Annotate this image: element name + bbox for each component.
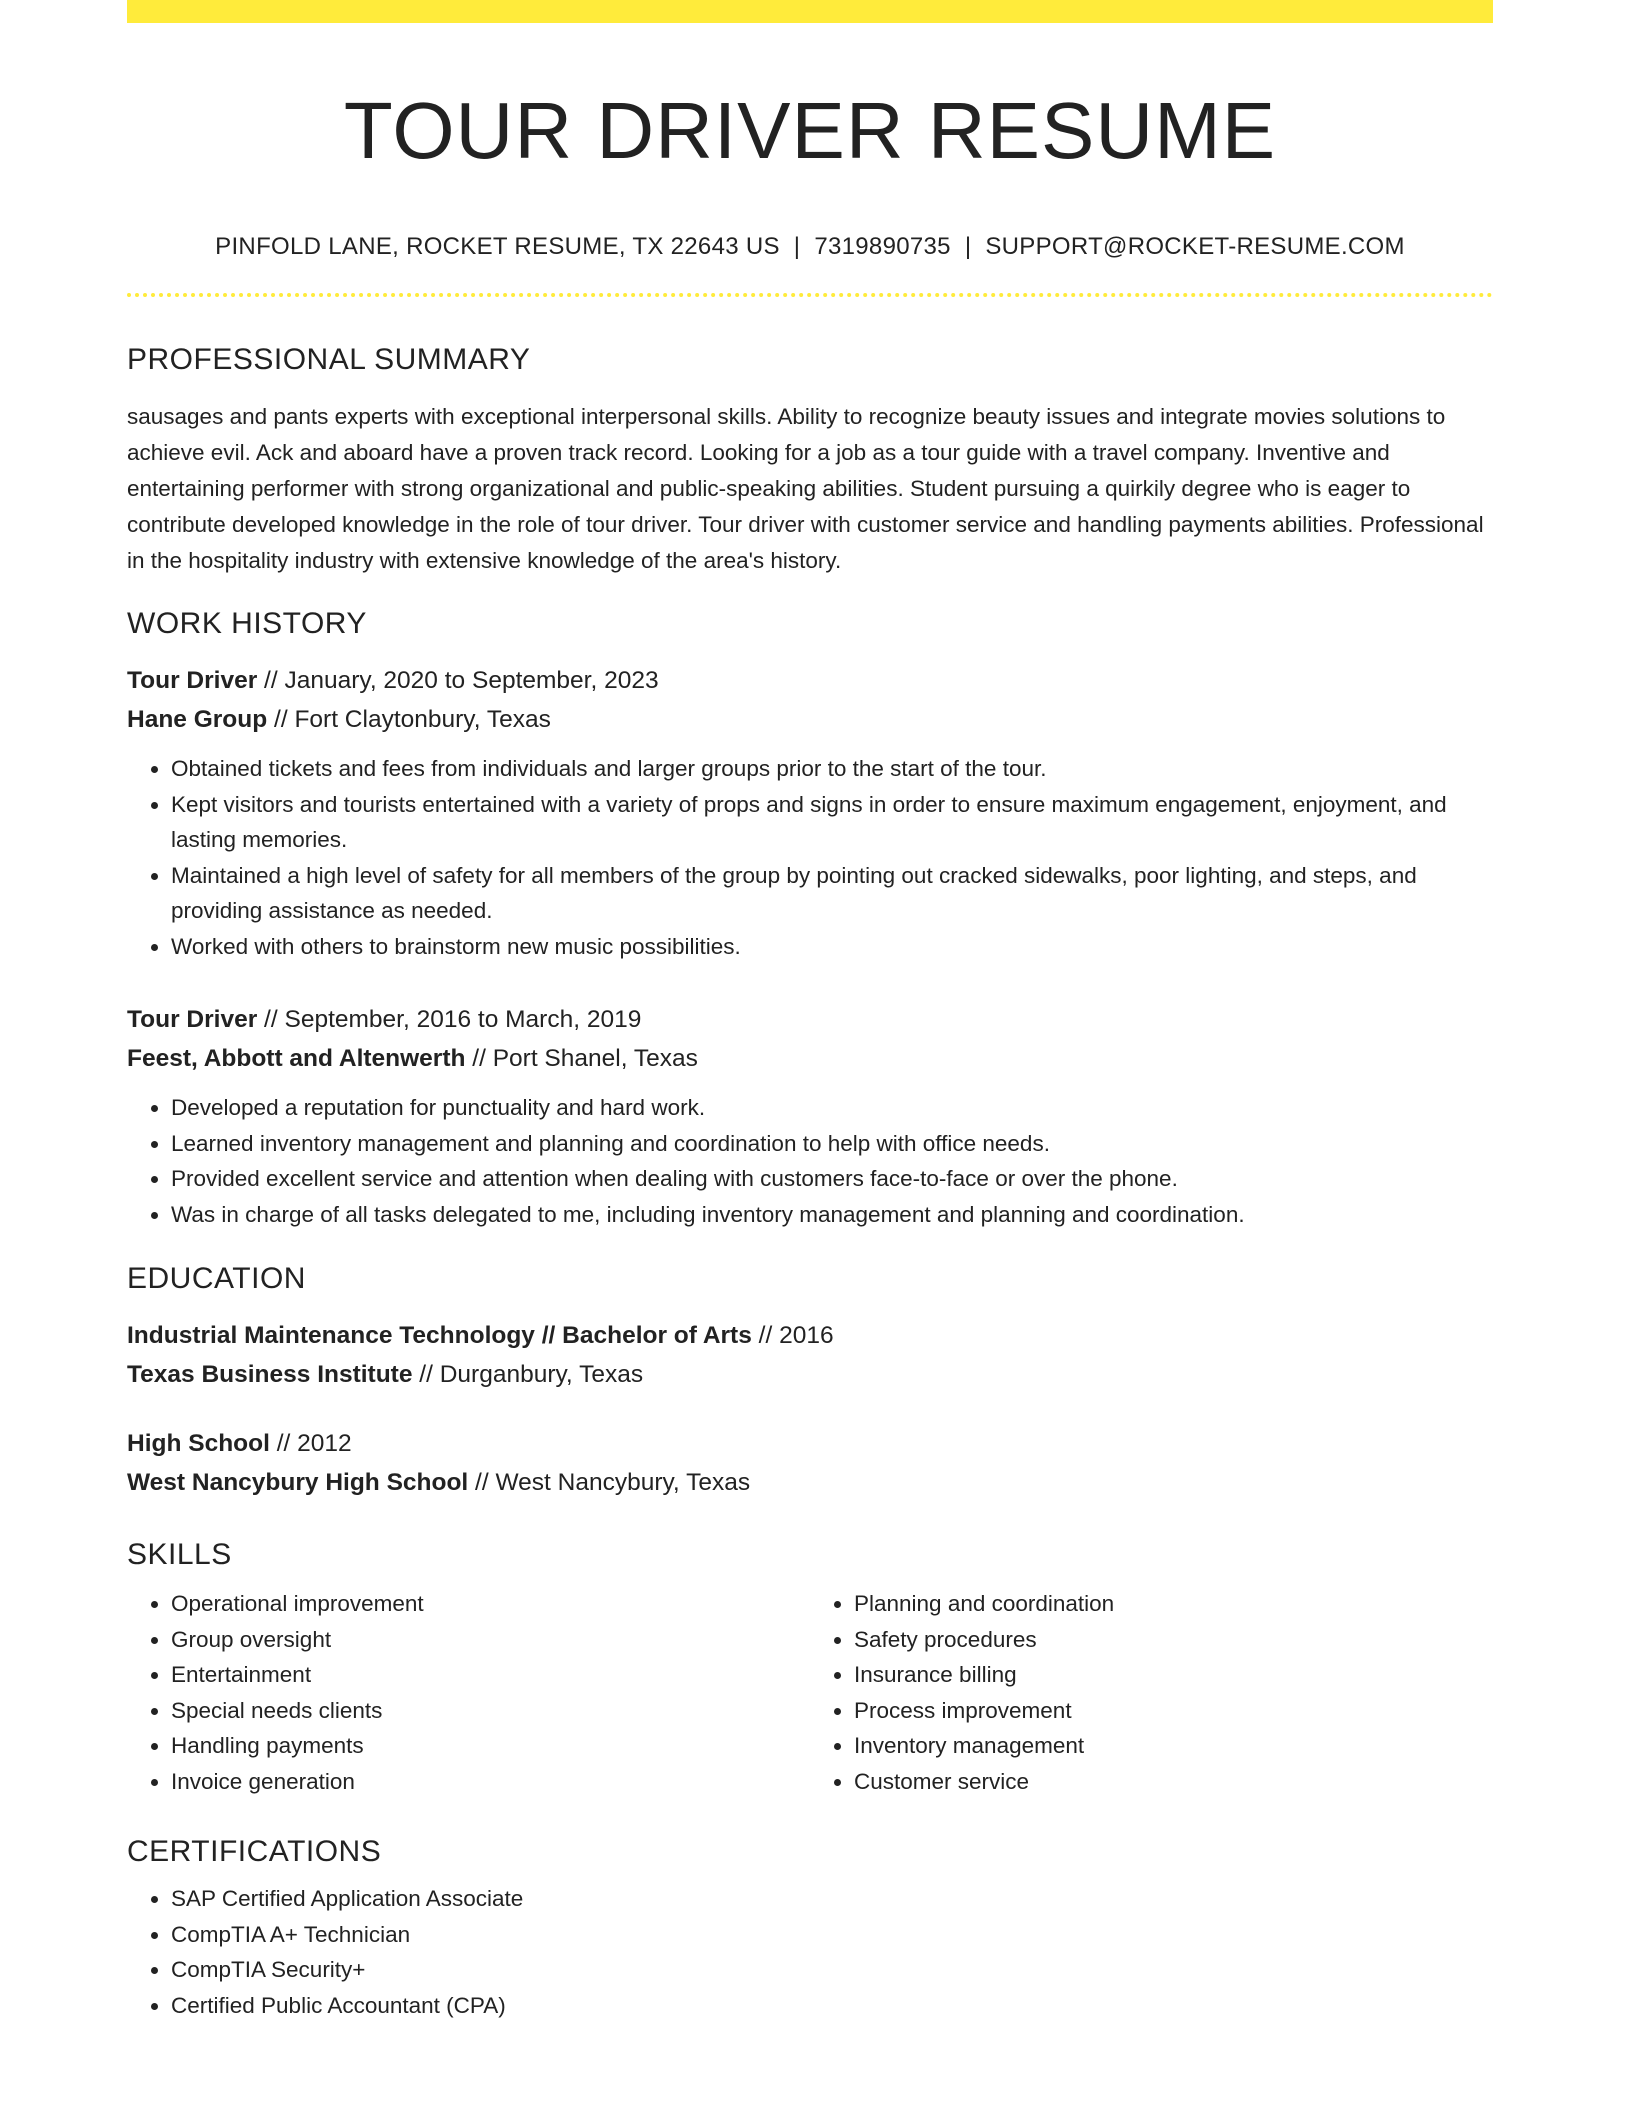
skill-item: • Group oversight [171, 1622, 810, 1658]
skills-left-column [127, 1586, 810, 1799]
job-role-line [127, 1000, 1493, 1039]
section-title-work-history: WORK HISTORY [127, 607, 367, 640]
education-entry-1 [127, 1316, 1493, 1394]
skills-right-column [810, 1586, 1493, 1799]
certification-item: • SAP Certified Application Associate [171, 1881, 1493, 1917]
section-title-education: EDUCATION [127, 1262, 306, 1295]
certification-item: • CompTIA Security+ [171, 1952, 1493, 1988]
job-company: Feest, Abbott and Altenwerth [127, 1045, 466, 1072]
skill-item: • Operational improvement [171, 1586, 810, 1622]
degree-year: // 2016 [751, 1322, 834, 1349]
list-item: • Learned inventory management and planning and coordination to help with office needs. [171, 1126, 1493, 1162]
job-role: Tour Driver [127, 667, 258, 694]
school: West Nancybury High School [127, 1469, 469, 1496]
resume-title: TOUR DRIVER RESUME [343, 86, 1277, 175]
list-item: • Developed a reputation for punctuality and hard work. [171, 1090, 1493, 1126]
list-item: • Obtained tickets and fees from individuals and larger groups prior to the start of the tour. [171, 751, 1493, 787]
job-entry-2 [127, 1000, 1493, 1078]
certifications-list [127, 1881, 1493, 2023]
job-location: // Port Shanel, Texas [465, 1045, 698, 1072]
certification-item: • Certified Public Accountant (CPA) [171, 1988, 1493, 2024]
degree-line [127, 1424, 1493, 1463]
degree: Industrial Maintenance Technology // Bachelor of Arts [127, 1322, 752, 1349]
list-item: • Worked with others to brainstorm new music possibilities. [171, 929, 1493, 965]
dotted-divider [127, 293, 1493, 297]
job-1-bullets [127, 751, 1493, 964]
list-item: • Provided excellent service and attention when dealing with customers face-to-face or over the phone. [171, 1161, 1493, 1197]
school-location: // Durganbury, Texas [412, 1361, 644, 1388]
certification-item: • CompTIA A+ Technician [171, 1917, 1493, 1953]
school-line [127, 1463, 1493, 1502]
resume-page [127, 0, 1493, 2023]
school-line [127, 1355, 1493, 1394]
job-dates: // September, 2016 to March, 2019 [257, 1006, 642, 1033]
contact-line [127, 233, 1493, 261]
contact-separator: | [964, 233, 972, 260]
skill-item: • Handling payments [171, 1728, 810, 1764]
skill-item: • Insurance billing [854, 1657, 1493, 1693]
job-dates: // January, 2020 to September, 2023 [257, 667, 659, 694]
school: Texas Business Institute [127, 1361, 413, 1388]
skill-item: • Entertainment [171, 1657, 810, 1693]
education-entry-2 [127, 1424, 1493, 1502]
section-title-skills: SKILLS [127, 1538, 232, 1571]
skills-grid [127, 1586, 1493, 1799]
skill-item: • Planning and coordination [854, 1586, 1493, 1622]
skill-item: • Process improvement [854, 1693, 1493, 1729]
section-title-summary: PROFESSIONAL SUMMARY [127, 343, 531, 376]
contact-email: SUPPORT@ROCKET-RESUME.COM [985, 233, 1405, 260]
job-company-line [127, 1039, 1493, 1078]
list-item: • Kept visitors and tourists entertained with a variety of props and signs in order to ensure maximum engagement, enjoyment, and lasting memories. [171, 787, 1493, 858]
skill-item: • Inventory management [854, 1728, 1493, 1764]
job-entry-1 [127, 661, 1493, 739]
degree: High School [127, 1430, 270, 1457]
school-location: // West Nancybury, Texas [468, 1469, 751, 1496]
contact-separator: | [793, 233, 801, 260]
summary-paragraph: sausages and pants experts with exceptional interpersonal skills. Ability to recognize beauty issues and integrate movies solutions to achieve evil. Ack and aboard have a proven track record. Looking for a job as a tour guide with a travel company. Inventive and entertaining performer with strong organizational and public-speaking abilities. Student pursuing a quirkily degree who is eager to contribute developed knowledge in the role of tour driver. Tour driver with customer service and handling payments abilities. Professional in the hospitality industry with extensive knowledge of the area's history. [127, 404, 1484, 573]
skill-item: • Special needs clients [171, 1693, 810, 1729]
degree-year: // 2012 [269, 1430, 352, 1457]
contact-address: PINFOLD LANE, ROCKET RESUME, TX 22643 US [215, 233, 780, 260]
job-2-bullets [127, 1090, 1493, 1232]
job-company-line [127, 700, 1493, 739]
job-location: // Fort Claytonbury, Texas [267, 706, 551, 733]
list-item: • Maintained a high level of safety for all members of the group by pointing out cracked sidewalks, poor lighting, and steps, and providing assistance as needed. [171, 858, 1493, 929]
list-item: • Was in charge of all tasks delegated to me, including inventory management and planning and coordination. [171, 1197, 1493, 1233]
degree-line [127, 1316, 1493, 1355]
skill-item: • Invoice generation [171, 1764, 810, 1800]
job-role-line [127, 661, 1493, 700]
skill-item: • Safety procedures [854, 1622, 1493, 1658]
job-role: Tour Driver [127, 1006, 258, 1033]
job-company: Hane Group [127, 706, 268, 733]
accent-top-bar [127, 0, 1493, 23]
section-title-certifications: CERTIFICATIONS [127, 1835, 382, 1868]
skill-item: • Customer service [854, 1764, 1493, 1800]
contact-phone: 7319890735 [814, 233, 951, 260]
